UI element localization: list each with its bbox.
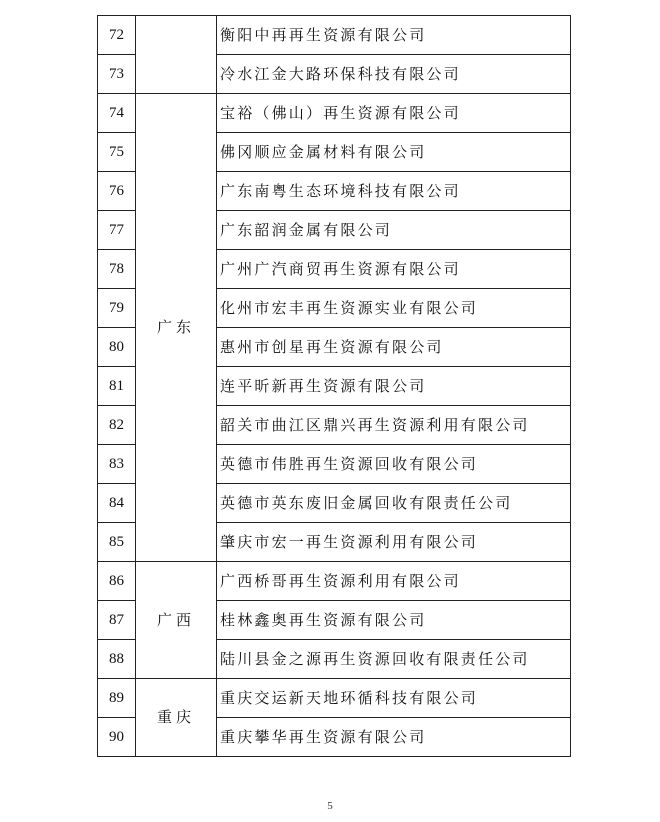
company-name: 韶关市曲江区鼎兴再生资源利用有限公司 <box>217 406 571 445</box>
company-name: 衡阳中再再生资源有限公司 <box>217 16 571 55</box>
row-number: 88 <box>98 640 136 679</box>
row-number: 78 <box>98 250 136 289</box>
company-name: 广东韶润金属有限公司 <box>217 211 571 250</box>
company-name: 连平昕新再生资源有限公司 <box>217 367 571 406</box>
company-name: 桂林鑫奥再生资源有限公司 <box>217 601 571 640</box>
region-cell-continued <box>136 16 217 94</box>
company-name: 宝裕（佛山）再生资源有限公司 <box>217 94 571 133</box>
company-name: 肇庆市宏一再生资源利用有限公司 <box>217 523 571 562</box>
row-number: 82 <box>98 406 136 445</box>
region-cell: 广西 <box>136 562 217 679</box>
company-name: 英德市伟胜再生资源回收有限公司 <box>217 445 571 484</box>
company-list-table <box>97 15 571 757</box>
row-number: 89 <box>98 679 136 718</box>
row-number: 74 <box>98 94 136 133</box>
row-number: 85 <box>98 523 136 562</box>
row-number: 81 <box>98 367 136 406</box>
row-number: 80 <box>98 328 136 367</box>
company-name: 重庆攀华再生资源有限公司 <box>217 718 571 757</box>
row-number: 72 <box>98 16 136 55</box>
row-number: 79 <box>98 289 136 328</box>
company-name: 英德市英东废旧金属回收有限责任公司 <box>217 484 571 523</box>
table-row <box>98 16 571 55</box>
row-number: 84 <box>98 484 136 523</box>
company-name: 化州市宏丰再生资源实业有限公司 <box>217 289 571 328</box>
row-number: 76 <box>98 172 136 211</box>
table-body <box>98 16 571 757</box>
company-name: 惠州市创星再生资源有限公司 <box>217 328 571 367</box>
company-name: 广州广汽商贸再生资源有限公司 <box>217 250 571 289</box>
region-cell: 重庆 <box>136 679 217 757</box>
row-number: 90 <box>98 718 136 757</box>
company-name: 重庆交运新天地环循科技有限公司 <box>217 679 571 718</box>
company-name: 广东南粤生态环境科技有限公司 <box>217 172 571 211</box>
region-cell: 广东 <box>136 94 217 562</box>
table-row <box>98 679 571 718</box>
row-number: 75 <box>98 133 136 172</box>
table-row <box>98 562 571 601</box>
row-number: 73 <box>98 55 136 94</box>
company-name: 广西桥哥再生资源利用有限公司 <box>217 562 571 601</box>
row-number: 87 <box>98 601 136 640</box>
row-number: 83 <box>98 445 136 484</box>
company-name: 冷水江金大路环保科技有限公司 <box>217 55 571 94</box>
table-row <box>98 94 571 133</box>
row-number: 77 <box>98 211 136 250</box>
company-name: 佛冈顺应金属材料有限公司 <box>217 133 571 172</box>
company-name: 陆川县金之源再生资源回收有限责任公司 <box>217 640 571 679</box>
page-number: 5 <box>327 800 333 812</box>
row-number: 86 <box>98 562 136 601</box>
